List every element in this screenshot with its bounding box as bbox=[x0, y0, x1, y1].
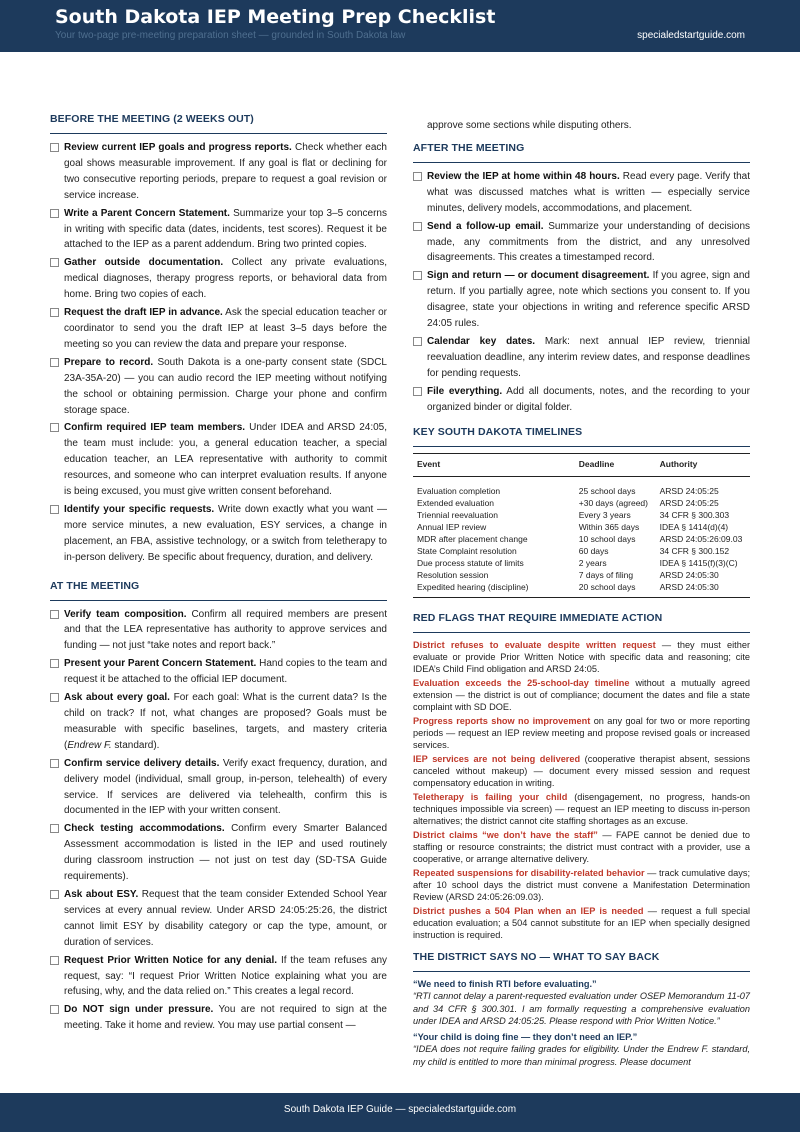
checklist-item bbox=[413, 334, 750, 382]
redflag-title: District refuses to evaluate despite written request bbox=[413, 639, 656, 650]
table-cell: ARSD 24:05:30 bbox=[659, 569, 719, 580]
right-column bbox=[413, 118, 750, 1071]
table-cell: 7 days of filing bbox=[578, 569, 634, 580]
redflag-text: — FAPE cannot be denied due to staffing or resource constraints; the district must contract with a provider, use a cooperative, or arrange alternative delivery. bbox=[413, 829, 750, 864]
checkbox-icon[interactable] bbox=[50, 358, 59, 367]
checklist-item bbox=[413, 268, 750, 332]
table-cell: IDEA § 1415(f)(3)(C) bbox=[659, 557, 738, 568]
table-cell: MDR after placement change bbox=[417, 533, 528, 544]
checklist-item bbox=[50, 953, 387, 1001]
redflag-item bbox=[413, 715, 750, 751]
item-text: Summarize your top 3–5 concerns in writing with specific data (dates, incidents, test scores). Request it be attached to the IEP as a parent addendum. Bring two printed copies. bbox=[64, 207, 387, 251]
redflag-item bbox=[413, 867, 750, 903]
table-cell: 20 school days bbox=[575, 581, 656, 598]
item-text: Request that the team consider Extended School Year services at every annual review. Under ARSD 24:05:25:26, the district cannot limit ESY by disability category or cap the type, amount, or duration of services. bbox=[64, 888, 387, 948]
item-text: Confirm every Smarter Balanced Assessment accommodation is listed in the IEP and used routinely during classroom instruction — not just on test day (SD-TSA Guide requirements). bbox=[64, 823, 388, 883]
continuation-text: approve some sections while disputing others. bbox=[427, 120, 632, 131]
table-cell: Annual IEP review bbox=[417, 521, 487, 532]
item-title: Do NOT sign under pressure. bbox=[64, 1004, 214, 1016]
table-cell: Due process statute of limits bbox=[417, 557, 524, 568]
column-header: Event bbox=[413, 453, 575, 476]
table-cell: Evaluation completion bbox=[417, 485, 501, 496]
checkbox-icon[interactable] bbox=[50, 308, 59, 317]
table-cell: Triennial reevaluation bbox=[417, 509, 498, 520]
section-heading-saysno: THE DISTRICT SAYS NO — WHAT TO SAY BACK bbox=[413, 951, 750, 972]
item-title: Sign and return — or document disagreement. bbox=[427, 270, 650, 282]
table-row bbox=[413, 521, 750, 533]
table-cell: ARSD 24:05:26:09.03 bbox=[659, 533, 743, 544]
checkbox-icon[interactable] bbox=[413, 337, 422, 346]
checklist-item bbox=[413, 219, 750, 267]
checklist-item bbox=[50, 502, 387, 566]
redflag-item bbox=[413, 753, 750, 789]
table-cell: Every 3 years bbox=[578, 509, 631, 520]
checkbox-icon[interactable] bbox=[50, 890, 59, 899]
redflag-title: Repeated suspensions for disability-related behavior bbox=[413, 867, 645, 878]
parent-response: “IDEA does not require failing grades for eligibility. Under the Endrew F. standard, my child is entitled to more than minimal progress. Please document bbox=[413, 1044, 750, 1067]
table-row bbox=[413, 476, 750, 497]
table-cell: 34 CFR § 300.303 bbox=[659, 509, 730, 520]
at-checklist bbox=[50, 607, 387, 1035]
table-cell: 60 days bbox=[578, 545, 609, 556]
item-title: Send a follow-up email. bbox=[427, 220, 544, 232]
saysno-list bbox=[413, 978, 750, 1069]
table-cell: Expedited hearing (discipline) bbox=[413, 581, 575, 598]
item-title: Check testing accommodations. bbox=[64, 823, 225, 835]
item-title: Present your Parent Concern Statement. bbox=[64, 658, 257, 670]
redflag-title: Progress reports show no improvement bbox=[413, 715, 591, 726]
item-title: File everything. bbox=[427, 385, 503, 397]
checkbox-icon[interactable] bbox=[50, 258, 59, 267]
checklist-item bbox=[50, 1002, 387, 1034]
table-cell: ARSD 24:05:25 bbox=[659, 485, 719, 496]
redflag-text: (cooperative therapist absent, sessions canceled without makeup) — document every missed session and request compensatory education in writing. bbox=[413, 753, 750, 788]
item-title: Confirm service delivery details. bbox=[64, 757, 220, 769]
item-text: Hand copies to the team and request it be attached to the official IEP document. bbox=[64, 658, 388, 686]
checkbox-icon[interactable] bbox=[50, 143, 59, 152]
item-title: Verify team composition. bbox=[64, 608, 187, 620]
checkbox-icon[interactable] bbox=[50, 824, 59, 833]
checklist-item bbox=[50, 355, 387, 419]
item-text: Collect any private evaluations, medical diagnoses, therapy progress reports, or behavioral data from home. Bring two copies of each. bbox=[64, 257, 387, 301]
item-title: Ask about every goal. bbox=[64, 692, 170, 704]
table-row bbox=[413, 509, 750, 521]
table-cell: IDEA § 1414(d)(4) bbox=[659, 521, 729, 532]
checklist-item bbox=[50, 140, 387, 204]
checkbox-icon[interactable] bbox=[50, 209, 59, 218]
section-heading-timelines: KEY SOUTH DAKOTA TIMELINES bbox=[413, 426, 750, 447]
checklist-item bbox=[50, 690, 387, 754]
table-cell: 25 school days bbox=[578, 485, 636, 496]
table-cell: 10 school days bbox=[578, 533, 636, 544]
checklist-item bbox=[50, 305, 387, 353]
response-item bbox=[413, 978, 750, 1028]
redflag-item bbox=[413, 677, 750, 713]
table-row bbox=[413, 533, 750, 545]
checkbox-icon[interactable] bbox=[50, 693, 59, 702]
checkbox-icon[interactable] bbox=[50, 505, 59, 514]
item-title: Write a Parent Concern Statement. bbox=[64, 207, 230, 219]
section-heading-before: BEFORE THE MEETING (2 WEEKS OUT) bbox=[50, 113, 387, 134]
redflag-title: District pushes a 504 Plan when an IEP is needed bbox=[413, 905, 644, 916]
checklist-item bbox=[50, 756, 387, 820]
page-header bbox=[0, 0, 800, 52]
checkbox-icon[interactable] bbox=[413, 387, 422, 396]
table-row bbox=[413, 569, 750, 581]
checklist-item bbox=[50, 607, 387, 655]
checkbox-icon[interactable] bbox=[50, 1005, 59, 1014]
redflag-item bbox=[413, 639, 750, 675]
item-title: Calendar key dates. bbox=[427, 335, 536, 347]
column-header: Authority bbox=[656, 453, 750, 476]
item-title: Ask about ESY. bbox=[64, 888, 139, 900]
item-text: If you agree, sign and return. If you partially agree, note which sections you consent to. If you disagree, state your objections in writing and reference specific ARSD 24:05 rules. bbox=[427, 270, 750, 330]
checklist-item bbox=[50, 206, 387, 254]
district-quote: “Your child is doing fine — they don’t need an IEP.” bbox=[413, 1031, 638, 1042]
item-text: Read every page. Verify that what was discussed matches what is written — especially service minutes, delivery models, accommodations, and placement. bbox=[427, 170, 750, 214]
redflag-item bbox=[413, 905, 750, 941]
redflag-item bbox=[413, 791, 750, 827]
redflag-text: without a mutually agreed extension — the district is out of compliance; document the dates and file a state complaint with SD DOE. bbox=[413, 677, 750, 712]
item-text: If the team refuses any request, say: “I request Prior Written Notice explaining what you are refusing, why, and the data relied on.” This creates a legal record. bbox=[64, 954, 388, 998]
table-cell: +30 days (agreed) bbox=[578, 497, 648, 508]
item-text: Write down exactly what you want — more service minutes, a new evaluation, ESY services, a change in placement, an FBA, assistive technology, or a switch from teletherapy to in-person delivery. Be specific about frequency, duration, and delivery. bbox=[64, 503, 388, 563]
redflag-title: Evaluation exceeds the 25-school-day timeline bbox=[413, 677, 630, 688]
item-title: Prepare to record. bbox=[64, 356, 154, 368]
redflag-text: — they must either evaluate or provide Prior Written Notice with specific data and reasoning; cite IDEA’s Child Find obligation and ARSD 24:05. bbox=[413, 639, 751, 674]
checkbox-icon[interactable] bbox=[50, 610, 59, 619]
table-header-row bbox=[413, 453, 750, 476]
item-text: Under IDEA and ARSD 24:05, the team must include: you, a general education teacher, a special education teacher, an LEA representative with authority to commit resources, and someone who can interpret evaluation results. If anyone is being excused, you must give written consent beforehand. bbox=[64, 422, 388, 498]
item-text: Ask the special education teacher or coordinator to send you the draft IEP at least 3–5 days before the meeting so you can review the data and prepare your response. bbox=[64, 307, 387, 350]
redflag-title: IEP services are not being delivered bbox=[413, 753, 581, 764]
checklist-item bbox=[413, 384, 750, 416]
checklist-item bbox=[413, 169, 750, 217]
site-link[interactable]: specialedstartguide.com bbox=[637, 30, 745, 41]
table-row bbox=[413, 557, 750, 569]
section-heading-after: AFTER THE MEETING bbox=[413, 142, 750, 163]
item-text: Mark: next annual IEP review, triennial reevaluation deadline, any interim review dates, and response deadlines for pending requests. bbox=[427, 335, 750, 379]
district-quote: “We need to finish RTI before evaluating.” bbox=[413, 978, 597, 989]
item-title: Request Prior Written Notice for any denial. bbox=[64, 954, 278, 966]
item-text: You are not required to sign at the meeting. Take it home and review. You may use partial consent — bbox=[64, 1004, 387, 1032]
table-cell: ARSD 24:05:25 bbox=[659, 497, 719, 508]
item-text: For each goal: What is the current data? Is the child on track? If not, what changes are proposed? Goals must be measurable with specific baselines, targets, and mastery criteria ( bbox=[64, 692, 387, 751]
redflag-title: District claims “we don’t have the staff” bbox=[413, 829, 598, 840]
redflag-text: — request a full special education evaluation; a 504 cannot substitute for an IEP when specially designed instruction is required. bbox=[413, 905, 750, 940]
item-italic: Endrew F. bbox=[67, 739, 112, 751]
checkbox-icon[interactable] bbox=[50, 759, 59, 768]
item-text: Summarize your understanding of decisions made, any commitments from the district, and any unresolved disagreements. This creates a timestamped record. bbox=[427, 220, 751, 264]
item-text: Check whether each goal shows measurable improvement. If any goal is flat or declining for two consecutive reporting periods, prepare to request a goal revision or service increase. bbox=[64, 142, 387, 201]
item-title: Gather outside documentation. bbox=[64, 257, 224, 269]
item-title: Review the IEP at home within 48 hours. bbox=[427, 170, 620, 182]
checklist-item bbox=[50, 255, 387, 303]
checkbox-icon[interactable] bbox=[413, 271, 422, 280]
item-title: Request the draft IEP in advance. bbox=[64, 307, 223, 319]
item-text: Verify exact frequency, duration, and delivery model (individual, small group, in-person, telehealth) of every service. If services are delivered via telehealth, confirm this is documented in the IEP with your written consent. bbox=[64, 757, 388, 817]
item-tail: standard). bbox=[111, 739, 160, 751]
left-column bbox=[50, 113, 387, 1036]
redflag-text: on any goal for two or more reporting periods — request an IEP review meeting and propose revised goals or increased services. bbox=[413, 715, 750, 750]
checkbox-icon[interactable] bbox=[50, 423, 59, 432]
section-heading-at: AT THE MEETING bbox=[50, 580, 387, 601]
before-checklist bbox=[50, 140, 387, 566]
redflag-item bbox=[413, 829, 750, 865]
table-cell: Extended evaluation bbox=[417, 497, 495, 508]
item-text: Add all documents, notes, and the recording to your organized binder or digital folder. bbox=[427, 385, 751, 413]
section-heading-redflags: RED FLAGS THAT REQUIRE IMMEDIATE ACTION bbox=[413, 612, 750, 633]
table-row bbox=[413, 581, 750, 598]
checklist-item bbox=[50, 656, 387, 688]
redflag-text: (disengagement, no progress, hands-on techniques impossible via screen) — request an IEP meeting to discuss in-person alternatives; the district cannot cite staffing shortages as an excuse. bbox=[413, 791, 750, 826]
column-header: Deadline bbox=[575, 453, 656, 476]
redflag-title: Teletherapy is failing your child bbox=[413, 791, 568, 802]
table-cell: ARSD 24:05:30 bbox=[656, 581, 750, 598]
checkbox-icon[interactable] bbox=[413, 222, 422, 231]
checklist-item bbox=[50, 887, 387, 951]
checkbox-icon[interactable] bbox=[50, 956, 59, 965]
item-title: Identify your specific requests. bbox=[64, 503, 215, 515]
response-item bbox=[413, 1031, 750, 1069]
item-text: South Dakota is a one-party consent state (SDCL 23A-35A-20) — you can audio record the IEP meeting without notifying the school or obtaining permission. Charge your phone and confirm storage space. bbox=[64, 356, 387, 416]
timelines-table bbox=[413, 453, 750, 598]
table-cell: State Complaint resolution bbox=[417, 545, 517, 556]
checkbox-icon[interactable] bbox=[50, 659, 59, 668]
table-row bbox=[413, 545, 750, 557]
parent-response: “RTI cannot delay a parent-requested evaluation under OSEP Memorandum 11-07 and 34 CFR § 300.301. I am formally requesting a comprehensive evaluation under IDEA and ARSD 24:05:25. Please respond with Prior Written Notice.” bbox=[413, 991, 750, 1026]
item-title: Confirm required IEP team members. bbox=[64, 422, 246, 434]
after-checklist bbox=[413, 169, 750, 416]
page-footer bbox=[0, 1093, 800, 1132]
page-title: South Dakota IEP Meeting Prep Checklist bbox=[55, 6, 496, 28]
checkbox-icon[interactable] bbox=[413, 172, 422, 181]
table-row bbox=[413, 497, 750, 509]
page-subtitle: Your two-page pre-meeting preparation sheet — grounded in South Dakota law bbox=[55, 30, 406, 41]
table-cell: Resolution session bbox=[417, 569, 489, 580]
item-title: Review current IEP goals and progress reports. bbox=[64, 142, 292, 153]
footer-text: South Dakota IEP Guide — specialedstartguide.com bbox=[283, 1104, 517, 1115]
checklist-item bbox=[50, 821, 387, 885]
redflag-text: — track cumulative days; after 10 school days the district must convene a Manifestation Determination Review (ARSD 24:05:26:09.03). bbox=[413, 867, 750, 902]
redflags-list bbox=[413, 639, 750, 941]
table-cell: 34 CFR § 300.152 bbox=[659, 545, 730, 556]
table-cell: 2 years bbox=[578, 557, 607, 568]
item-text: Confirm all required members are present and that the LEA representative has authority to approve services and funding — not just “take notes and report back.” bbox=[64, 608, 387, 652]
checklist-item bbox=[50, 420, 387, 500]
table-cell: Within 365 days bbox=[578, 521, 640, 532]
